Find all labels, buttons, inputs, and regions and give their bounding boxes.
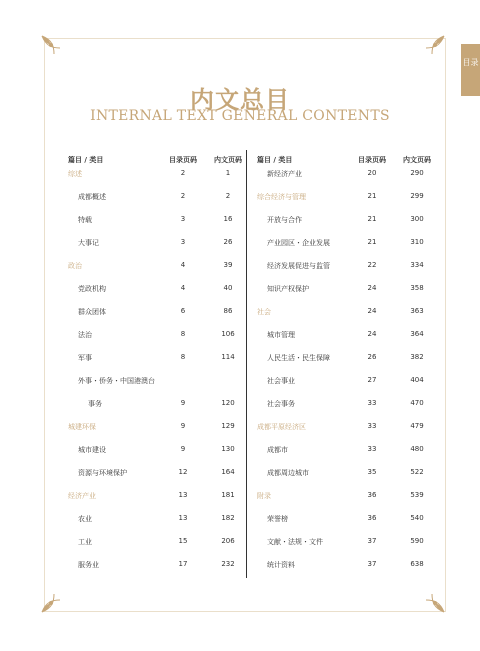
toc-dir-page: 37 <box>367 560 377 568</box>
toc-entry-label: 政治 <box>68 262 82 270</box>
toc-entry-row[interactable] <box>257 399 447 422</box>
toc-entry-label: 文献・法规・文件 <box>267 538 323 546</box>
toc-dir-page: 8 <box>180 330 186 338</box>
toc-text-page: 16 <box>223 215 233 223</box>
toc-entry-row[interactable] <box>257 376 447 399</box>
column-divider <box>246 150 247 578</box>
toc-entry-row[interactable] <box>257 215 447 238</box>
toc-entry-label: 产业园区・企业发展 <box>267 239 330 247</box>
toc-entry-row[interactable] <box>257 330 447 353</box>
toc-dir-page: 2 <box>180 192 186 200</box>
toc-entry-label: 综合经济与管理 <box>257 193 306 201</box>
toc-entry-row[interactable] <box>68 468 258 491</box>
toc-entry-label: 综述 <box>68 170 82 178</box>
toc-text-page: 182 <box>221 514 235 522</box>
toc-text-page: 232 <box>221 560 235 568</box>
toc-text-page: 480 <box>410 445 424 453</box>
toc-dir-page: 24 <box>367 330 377 338</box>
toc-section-row[interactable] <box>257 422 447 445</box>
toc-entry-row[interactable] <box>257 560 447 583</box>
toc-dir-page: 27 <box>367 376 377 384</box>
toc-text-page: 334 <box>410 261 424 269</box>
page-title: 内文总目 <box>190 86 290 114</box>
toc-entry-label: 社会事务 <box>267 400 295 408</box>
toc-text-page: 206 <box>221 537 235 545</box>
toc-dir-page: 9 <box>180 445 186 453</box>
toc-section-row[interactable] <box>68 422 258 445</box>
toc-section-row[interactable] <box>68 169 258 192</box>
toc-entry-label: 附录 <box>257 492 271 500</box>
toc-entry-row[interactable] <box>68 238 258 261</box>
toc-dir-page: 33 <box>367 445 377 453</box>
toc-entry-label: 工业 <box>78 538 92 546</box>
toc-entry-row[interactable] <box>257 238 447 261</box>
toc-text-page: 129 <box>221 422 235 430</box>
toc-entry-label: 外事・侨务・中国港澳台 <box>78 377 155 385</box>
toc-entry-row[interactable] <box>68 353 258 376</box>
toc-text-page: 299 <box>410 192 424 200</box>
header-dir-page: 目录页码 <box>169 156 197 164</box>
toc-text-page: 120 <box>221 399 235 407</box>
toc-entry-label: 成都市 <box>267 446 288 454</box>
toc-dir-page: 26 <box>367 353 377 361</box>
toc-entry-label: 知识产权保护 <box>267 285 309 293</box>
toc-entry-label: 开放与合作 <box>267 216 302 224</box>
toc-entry-row[interactable] <box>68 399 258 422</box>
toc-dir-page: 37 <box>367 537 377 545</box>
toc-text-page: 2 <box>225 192 231 200</box>
header-category: 篇目 / 类目 <box>257 156 293 164</box>
toc-entry-label: 成都概述 <box>78 193 106 201</box>
toc-dir-page: 4 <box>180 284 186 292</box>
toc-text-page: 106 <box>221 330 235 338</box>
toc-text-page: 358 <box>410 284 424 292</box>
toc-dir-page: 36 <box>367 491 377 499</box>
toc-text-page: 300 <box>410 215 424 223</box>
toc-entry-label: 群众团体 <box>78 308 106 316</box>
toc-dir-page: 33 <box>367 422 377 430</box>
toc-text-page: 638 <box>410 560 424 568</box>
toc-text-page: 130 <box>221 445 235 453</box>
toc-entry-row[interactable] <box>257 445 447 468</box>
toc-entry-label: 荣誉榜 <box>267 515 288 523</box>
toc-entry-label: 经济产业 <box>68 492 96 500</box>
toc-text-page: 364 <box>410 330 424 338</box>
toc-text-page: 86 <box>223 307 233 315</box>
toc-dir-page: 13 <box>178 491 188 499</box>
toc-text-page: 40 <box>223 284 233 292</box>
toc-entry-label: 成都平原经济区 <box>257 423 306 431</box>
toc-entry-row[interactable] <box>257 261 447 284</box>
toc-text-page: 290 <box>410 169 424 177</box>
toc-dir-page: 33 <box>367 399 377 407</box>
toc-dir-page: 9 <box>180 422 186 430</box>
toc-text-page: 540 <box>410 514 424 522</box>
toc-section-row[interactable] <box>257 307 447 330</box>
toc-text-page: 382 <box>410 353 424 361</box>
toc-header <box>68 155 258 169</box>
toc-entry-label: 社会事业 <box>267 377 295 385</box>
toc-dir-page: 35 <box>367 468 377 476</box>
toc-entry-row[interactable] <box>68 445 258 468</box>
toc-entry-label: 社会 <box>257 308 271 316</box>
toc-entry-label: 服务业 <box>78 561 99 569</box>
toc-text-page: 590 <box>410 537 424 545</box>
toc-entry-row[interactable] <box>68 192 258 215</box>
toc-entry-label: 成都周边城市 <box>267 469 309 477</box>
toc-text-page: 310 <box>410 238 424 246</box>
toc-entry-label: 资源与环境保护 <box>78 469 127 477</box>
toc-entry-row[interactable] <box>257 468 447 491</box>
toc-text-page: 470 <box>410 399 424 407</box>
toc-entry-label: 军事 <box>78 354 92 362</box>
toc-dir-page: 36 <box>367 514 377 522</box>
toc-entry-label: 统计资料 <box>267 561 295 569</box>
toc-dir-page: 21 <box>367 238 377 246</box>
toc-text-page: 363 <box>410 307 424 315</box>
header-dir-page: 目录页码 <box>358 156 386 164</box>
toc-text-page: 522 <box>410 468 424 476</box>
toc-text-page: 164 <box>221 468 235 476</box>
toc-dir-page: 21 <box>367 192 377 200</box>
toc-entry-row[interactable] <box>68 307 258 330</box>
header-category: 篇目 / 类目 <box>68 156 104 164</box>
toc-dir-page: 8 <box>180 353 186 361</box>
toc-entry-row[interactable] <box>68 215 258 238</box>
toc-dir-page: 3 <box>180 215 186 223</box>
toc-entry-label: 农业 <box>78 515 92 523</box>
corner-ornament-icon <box>40 34 62 56</box>
toc-section-row[interactable] <box>68 491 258 514</box>
toc-entry-label: 党政机构 <box>78 285 106 293</box>
toc-text-page: 1 <box>225 169 231 177</box>
toc-text-page: 539 <box>410 491 424 499</box>
toc-entry-row[interactable] <box>257 353 447 376</box>
toc-entry-row[interactable] <box>68 514 258 537</box>
toc-entry-label: 城市管理 <box>267 331 295 339</box>
corner-ornament-icon <box>424 34 446 56</box>
toc-dir-page: 21 <box>367 215 377 223</box>
corner-ornament-icon <box>424 592 446 614</box>
toc-entry-row[interactable] <box>257 169 447 192</box>
toc-text-page: 26 <box>223 238 233 246</box>
toc-entry-row[interactable] <box>68 376 258 399</box>
toc-entry-label: 特载 <box>78 216 92 224</box>
toc-column-right <box>257 155 447 583</box>
toc-dir-page: 22 <box>367 261 377 269</box>
toc-entry-row[interactable] <box>68 284 258 307</box>
header-text-page: 内文页码 <box>214 156 242 164</box>
toc-dir-page: 17 <box>178 560 188 568</box>
toc-entry-label: 事务 <box>88 400 102 408</box>
toc-entry-label: 大事记 <box>78 239 99 247</box>
toc-text-page: 479 <box>410 422 424 430</box>
toc-entry-label: 城建环保 <box>68 423 96 431</box>
toc-entry-row[interactable] <box>257 284 447 307</box>
toc-dir-page: 2 <box>180 169 186 177</box>
toc-column-left <box>68 155 258 583</box>
toc-entry-label: 城市建设 <box>78 446 106 454</box>
toc-dir-page: 20 <box>367 169 377 177</box>
corner-ornament-icon <box>40 592 62 614</box>
side-tab-label: 目录 <box>462 58 479 67</box>
toc-dir-page: 13 <box>178 514 188 522</box>
toc-dir-page: 24 <box>367 307 377 315</box>
toc-entry-label: 新经济产业 <box>267 170 302 178</box>
toc-entry-label: 经济发展促进与监管 <box>267 262 330 270</box>
toc-entry-row[interactable] <box>257 537 447 560</box>
toc-dir-page: 24 <box>367 284 377 292</box>
toc-dir-page: 4 <box>180 261 186 269</box>
toc-entry-row[interactable] <box>257 514 447 537</box>
toc-section-row[interactable] <box>68 261 258 284</box>
toc-text-page: 404 <box>410 376 424 384</box>
toc-dir-page: 9 <box>180 399 186 407</box>
toc-text-page: 181 <box>221 491 235 499</box>
toc-entry-label: 法治 <box>78 331 92 339</box>
toc-text-page: 39 <box>223 261 233 269</box>
toc-dir-page: 12 <box>178 468 188 476</box>
toc-section-row[interactable] <box>257 192 447 215</box>
toc-text-page: 114 <box>221 353 235 361</box>
toc-dir-page: 15 <box>178 537 188 545</box>
toc-section-row[interactable] <box>257 491 447 514</box>
page-subtitle: INTERNAL TEXT GENERAL CONTENTS <box>90 108 390 124</box>
toc-dir-page: 3 <box>180 238 186 246</box>
toc-header <box>257 155 447 169</box>
header-text-page: 内文页码 <box>403 156 431 164</box>
toc-entry-row[interactable] <box>68 537 258 560</box>
toc-entry-row[interactable] <box>68 330 258 353</box>
toc-entry-row[interactable] <box>68 560 258 583</box>
toc-dir-page: 6 <box>180 307 186 315</box>
toc-entry-label: 人民生活・民生保障 <box>267 354 330 362</box>
